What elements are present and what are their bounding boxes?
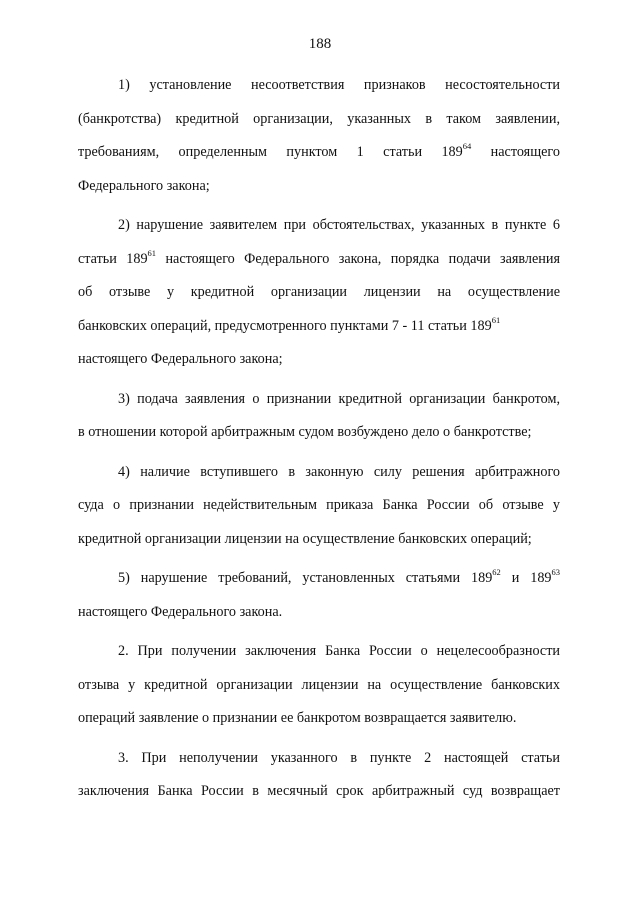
paragraph-3-line-2: заключения Банка России в месячный срок арбитражный суд возвращает [78,783,560,799]
document-body [78,69,560,809]
list-item-5-line-1 [78,562,560,596]
list-item-1-line-3 [78,136,560,170]
list-item-2-line-2-text: статьи 189 [78,250,148,267]
list-item-2-line-4 [78,310,560,344]
superscript: 64 [462,141,472,151]
list-item-3 [78,383,560,450]
list-item-2-line-1: 2) нарушение заявителем при обстоятельствах, указанных в пункте 6 [118,217,560,233]
list-item-1-line-2: (банкротства) кредитной организации, указанных в таком заявлении, [78,110,560,127]
list-item-3-line-2: в отношении которой арбитражным судом возбуждено дело о банкротстве; [78,424,532,440]
list-item-1-line-1: 1) установление несоответствия признаков несостоятельности [118,77,560,93]
list-item-2-line-2 [78,243,560,277]
list-item-1-line-3-text: требованиям, определенным пунктом 1 статьи 189 [78,144,463,160]
superscript: 63 [551,567,561,577]
list-item-1-line-3-tail: настоящего [471,144,560,160]
list-item-4 [78,456,560,557]
list-item-5-line-1-text: 5) нарушение требований, установленных статьями 189 [118,570,493,586]
list-item-4-line-1: 4) наличие вступившего в законную силу решения арбитражного [118,463,560,480]
list-item-4-line-2: суда о признании недействительным приказа Банка России об отзыве у [78,497,560,513]
paragraph-2-line-3: операций заявление о признании ее банкротом возвращается заявителю. [78,710,517,726]
list-item-3-line-1: 3) подача заявления о признании кредитной организации банкротом, [118,390,560,407]
list-item-2 [78,209,560,377]
paragraph-3 [78,742,560,809]
paragraph-2-line-2: отзыва у кредитной организации лицензии на осуществление банковских [78,676,560,693]
superscript: 61 [147,247,157,258]
list-item-2-line-2-tail: настоящего Федерального закона, порядка подачи заявления [156,250,560,267]
superscript: 61 [491,314,501,325]
paragraph-3-line-1: 3. При неполучении указанного в пункте 2 настоящей статьи [118,749,560,766]
list-item-5-line-1-mid: и 189 [500,570,552,586]
page-number: 188 [308,36,332,52]
list-item-5-line-2: настоящего Федерального закона. [78,603,283,620]
list-item-1 [78,69,560,203]
list-item-2-line-4-text: банковских операций, предусмотренного пунктами 7 - 11 статьи 189 [78,317,492,334]
list-item-1-line-4: Федерального закона; [78,177,210,194]
superscript: 62 [492,567,501,577]
list-item-5 [78,562,560,629]
paragraph-2 [78,635,560,736]
paragraph-2-line-1: 2. При получении заключения Банка России о нецелесообразности [118,643,560,659]
list-item-2-line-3: об отзыве у кредитной организации лицензии на осуществление [78,284,560,300]
list-item-4-line-3: кредитной организации лицензии на осуществление банковских операций; [78,530,532,547]
list-item-2-line-5: настоящего Федерального закона; [78,351,283,367]
